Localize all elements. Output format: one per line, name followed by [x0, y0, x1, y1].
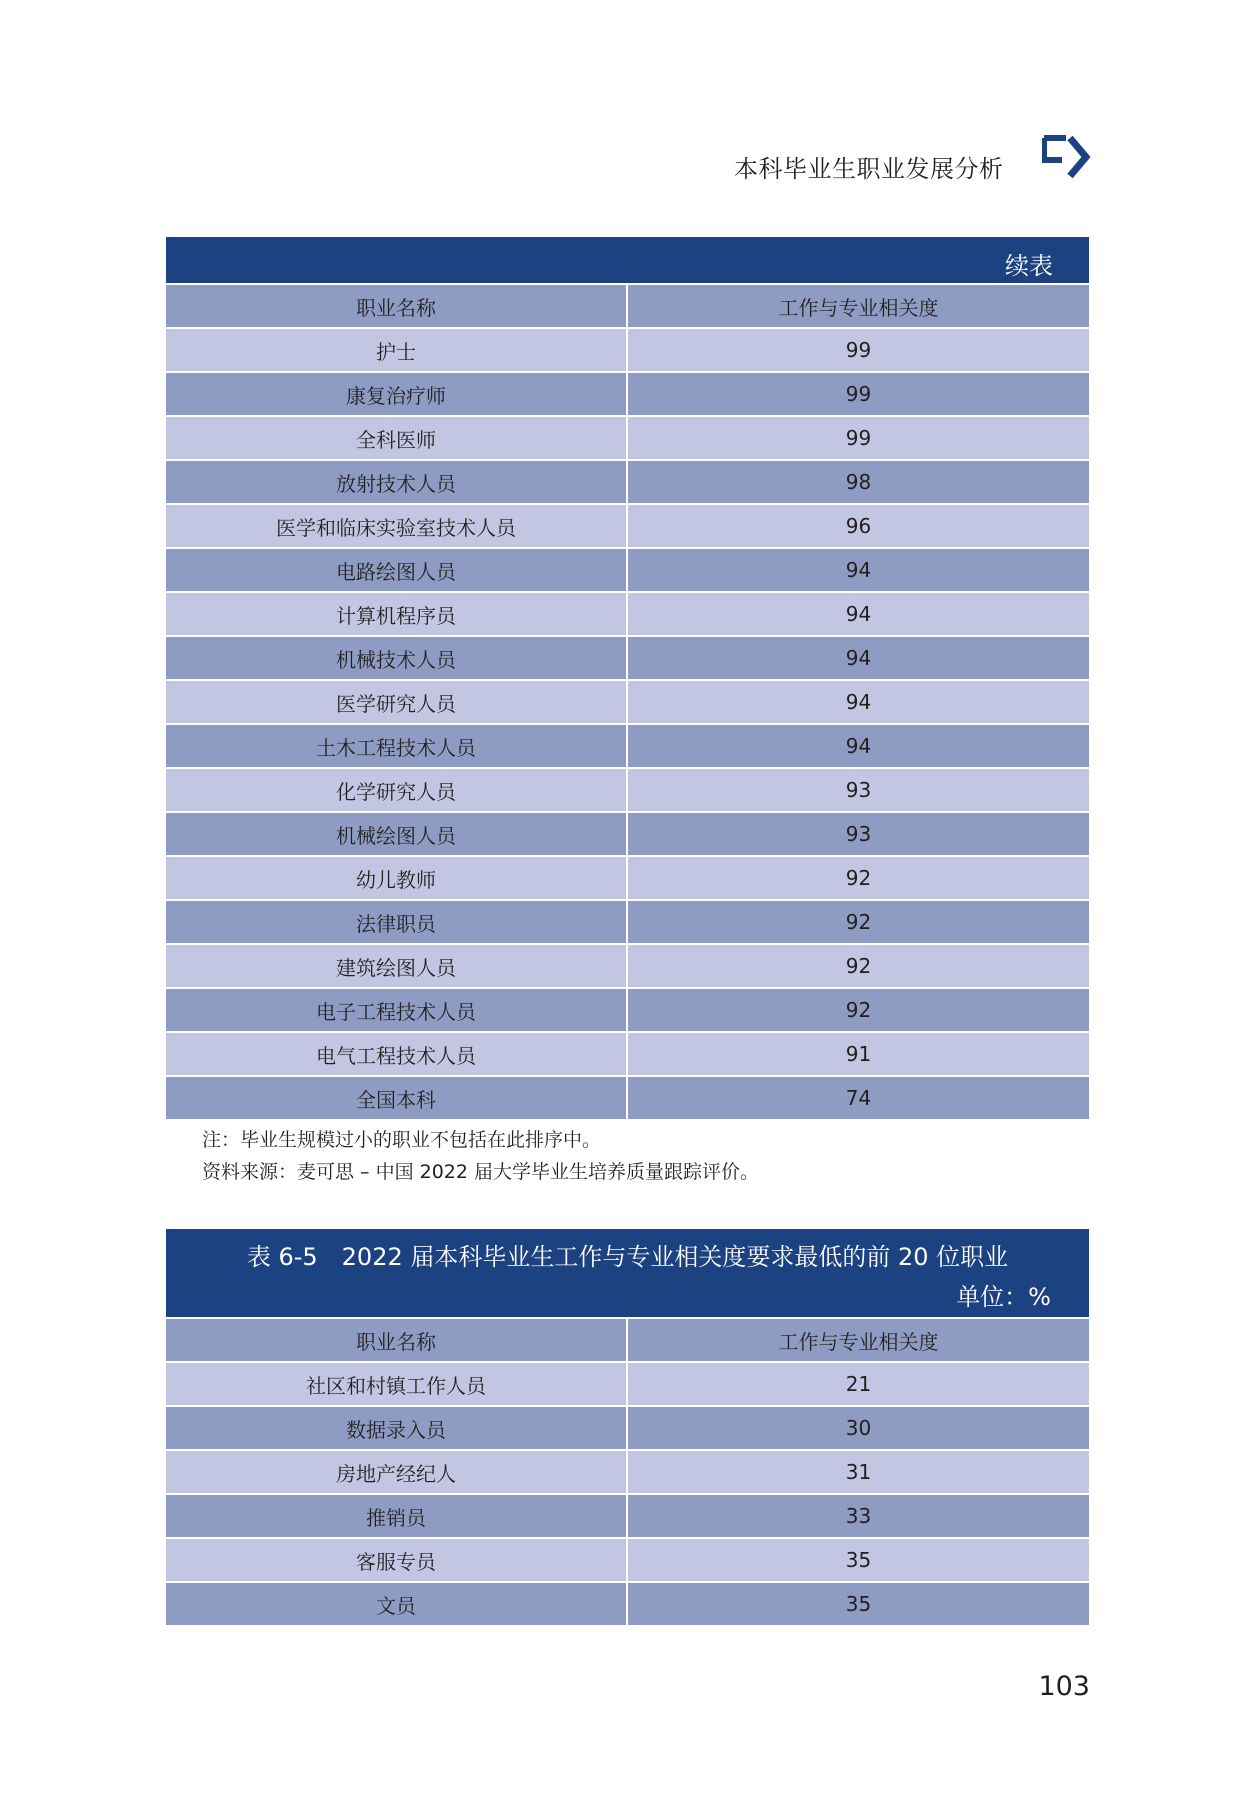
- relevance-cell: 94: [628, 725, 1089, 767]
- occupation-cell: 医学和临床实验室技术人员: [166, 505, 626, 547]
- relevance-cell: 93: [628, 813, 1089, 855]
- table-row: [166, 725, 1089, 767]
- header-relevance: 工作与专业相关度: [628, 285, 1089, 327]
- occupation-cell: 土木工程技术人员: [166, 725, 626, 767]
- table-row: [166, 549, 1089, 591]
- relevance-cell: 99: [628, 417, 1089, 459]
- relevance-cell: 99: [628, 329, 1089, 371]
- running-header: 本科毕业生职业发展分析: [734, 155, 1004, 183]
- relevance-cell: 92: [628, 901, 1089, 943]
- occupation-cell: 电气工程技术人员: [166, 1033, 626, 1075]
- occupation-cell: 数据录入员: [166, 1407, 626, 1449]
- table-row: [166, 945, 1089, 987]
- occupation-cell: 医学研究人员: [166, 681, 626, 723]
- relevance-cell: 33: [628, 1495, 1089, 1537]
- table-row: [166, 813, 1089, 855]
- table-row: [166, 637, 1089, 679]
- table-caption: [166, 237, 1089, 283]
- occupation-cell: 房地产经纪人: [166, 1451, 626, 1493]
- table-unit: 单位：%: [956, 1283, 1051, 1311]
- table-row: [166, 1451, 1089, 1493]
- occupation-cell: 推销员: [166, 1495, 626, 1537]
- table-row: [166, 857, 1089, 899]
- occupation-cell: 社区和村镇工作人员: [166, 1363, 626, 1405]
- table-title: 表 6-5 2022 届本科毕业生工作与专业相关度要求最低的前 20 位职业: [246, 1243, 1009, 1271]
- relevance-cell: 99: [628, 373, 1089, 415]
- relevance-cell: 91: [628, 1033, 1089, 1075]
- occupation-cell: 计算机程序员: [166, 593, 626, 635]
- table-row: [166, 1539, 1089, 1581]
- table-row: [166, 901, 1089, 943]
- occupation-cell: 机械技术人员: [166, 637, 626, 679]
- table-row: [166, 989, 1089, 1031]
- table-row: [166, 373, 1089, 415]
- relevance-cell: 94: [628, 637, 1089, 679]
- occupation-cell: 康复治疗师: [166, 373, 626, 415]
- page-number: 103: [1038, 1671, 1090, 1702]
- table-note: 注：毕业生规模过小的职业不包括在此排序中。: [202, 1129, 602, 1151]
- relevance-cell: 74: [628, 1077, 1089, 1119]
- table-row: [166, 417, 1089, 459]
- table-6-5: [166, 1229, 1089, 1625]
- header-occupation: 职业名称: [166, 285, 626, 327]
- relevance-cell: 94: [628, 681, 1089, 723]
- table-row: [166, 1583, 1089, 1625]
- relevance-cell: 92: [628, 989, 1089, 1031]
- table-row: [166, 1495, 1089, 1537]
- occupation-cell: 电子工程技术人员: [166, 989, 626, 1031]
- header-occupation: 职业名称: [166, 1319, 626, 1361]
- occupation-cell: 电路绘图人员: [166, 549, 626, 591]
- table-source: 资料来源：麦可思 – 中国 2022 届大学毕业生培养质量跟踪评价。: [202, 1161, 760, 1183]
- table-row: [166, 461, 1089, 503]
- occupation-cell: 法律职员: [166, 901, 626, 943]
- table-caption: [166, 1229, 1089, 1317]
- caption-continued: 续表: [1005, 252, 1053, 280]
- table-row: [166, 593, 1089, 635]
- table-row: [166, 681, 1089, 723]
- table-row: [166, 1407, 1089, 1449]
- occupation-cell: 放射技术人员: [166, 461, 626, 503]
- header-relevance: 工作与专业相关度: [628, 1319, 1089, 1361]
- relevance-cell: 98: [628, 461, 1089, 503]
- table-row: [166, 329, 1089, 371]
- occupation-cell: 全国本科: [166, 1077, 626, 1119]
- relevance-cell: 94: [628, 549, 1089, 591]
- relevance-cell: 94: [628, 593, 1089, 635]
- relevance-cell: 21: [628, 1363, 1089, 1405]
- relevance-cell: 93: [628, 769, 1089, 811]
- table-row: [166, 1363, 1089, 1405]
- table-row: [166, 505, 1089, 547]
- table-continued: [166, 237, 1089, 1119]
- table-row-total: [166, 1077, 1089, 1119]
- occupation-cell: 建筑绘图人员: [166, 945, 626, 987]
- relevance-cell: 30: [628, 1407, 1089, 1449]
- relevance-cell: 35: [628, 1539, 1089, 1581]
- relevance-cell: 92: [628, 857, 1089, 899]
- occupation-cell: 护士: [166, 329, 626, 371]
- occupation-cell: 客服专员: [166, 1539, 626, 1581]
- relevance-cell: 31: [628, 1451, 1089, 1493]
- occupation-cell: 全科医师: [166, 417, 626, 459]
- relevance-cell: 96: [628, 505, 1089, 547]
- table-header-row: [166, 1319, 1089, 1361]
- table-header-row: [166, 285, 1089, 327]
- chapter-logo-icon: [1042, 134, 1092, 180]
- occupation-cell: 机械绘图人员: [166, 813, 626, 855]
- table-row: [166, 769, 1089, 811]
- occupation-cell: 幼儿教师: [166, 857, 626, 899]
- occupation-cell: 化学研究人员: [166, 769, 626, 811]
- relevance-cell: 92: [628, 945, 1089, 987]
- relevance-cell: 35: [628, 1583, 1089, 1625]
- table-row: [166, 1033, 1089, 1075]
- occupation-cell: 文员: [166, 1583, 626, 1625]
